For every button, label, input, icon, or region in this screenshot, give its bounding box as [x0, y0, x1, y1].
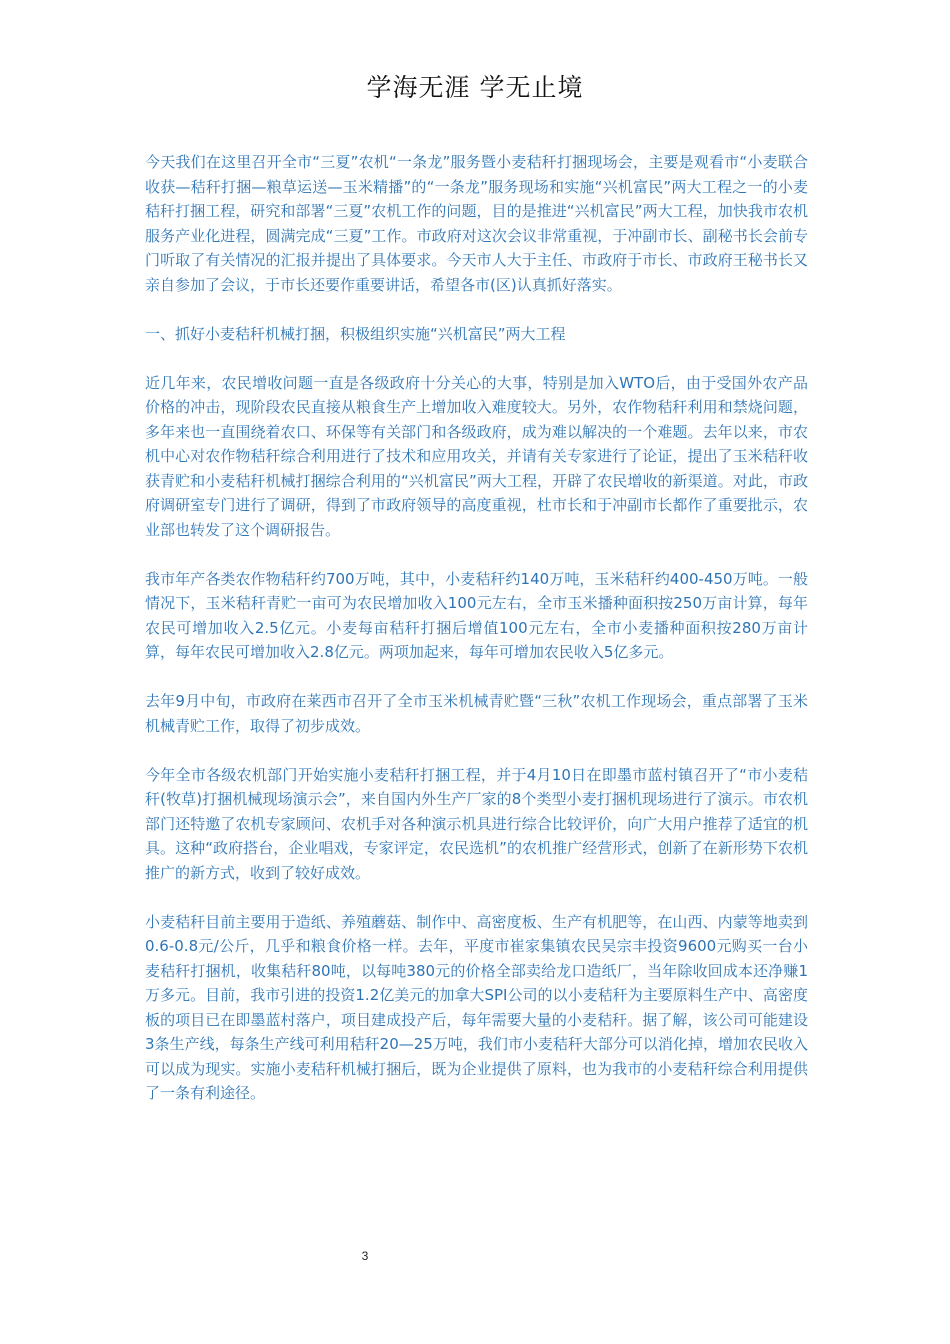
paragraph: 我市年产各类农作物秸秆约700万吨，其中，小麦秸秆约140万吨，玉米秸秆约400-450万吨。一般情况下，玉米秸秆青贮一亩可为农民增加收入100元左右，全市玉米播种面积按250万亩计算，每年农民可增加收入2.5亿元。小麦每亩秸秆打捆后增值100元左右，全市小麦播种面积按280万亩计算，每年农民可增加收入2.8亿元。两项加起来，每年可增加农民收入5亿多元。	[145, 569, 808, 661]
document-body	[145, 150, 808, 1130]
paragraph: 去年9月中旬，市政府在莱西市召开了全市玉米机械青贮暨“三秋”农机工作现场会，重点部署了玉米机械青贮工作，取得了初步成效。	[145, 692, 808, 735]
page-header-title: 学海无涯 学无止境	[366, 73, 584, 102]
paragraph-intro: 今天我们在这里召开全市“三夏”农机“一条龙”服务暨小麦秸秆打捆现场会，主要是观看市“小麦联合收获—秸秆打捆—粮草运送—玉米精播”的“一条龙”服务现场和实施“兴机富民”两大工程之一的小麦秸秆打捆工程，研究和部署“三夏”农机工作的问题，目的是推进“兴机富民”两大工程，加快我市农机服务产业化进程，圆满完成“三夏”工作。市政府对这次会议非常重视，于冲副市长、副秘书长会前专门听取了有关情况的汇报并提出了具体要求。今天市人大于主任、市政府于市长、市政府王秘书长又亲自参加了会议，于市长还要作重要讲话，希望各市(区)认真抓好落实。	[145, 153, 808, 294]
paragraph: 小麦秸秆目前主要用于造纸、养殖蘑菇、制作中、高密度板、生产有机肥等，在山西、内蒙等地卖到0.6-0.8元/公斤，几乎和粮食价格一样。去年，平度市崔家集镇农民吴宗丰投资9600元购买一台小麦秸秆打捆机，收集秸秆80吨，以每吨380元的价格全部卖给龙口造纸厂，当年除收回成本还净赚1万多元。目前，我市引进的投资1.2亿美元的加拿大SPI公司的以小麦秸秆为主要原料生产中、高密度板的项目已在即墨蓝村落户，项目建成投产后，每年需要大量的小麦秸秆。据了解，该公司可能建设3条生产线，每条生产线可利用秸秆20—25万吨，我们市小麦秸秆大部分可以消化掉，增加农民收入可以成为现实。实施小麦秸秆机械打捆后，既为企业提供了原料，也为我市的小麦秸秆综合利用提供了一条有利途径。	[145, 912, 808, 1102]
section-heading: 一、抓好小麦秸秆机械打捆，积极组织实施“兴机富民”两大工程	[145, 324, 566, 343]
paragraph: 近几年来，农民增收问题一直是各级政府十分关心的大事，特别是加入WTO后，由于受国外农产品价格的冲击，现阶段农民直接从粮食生产上增加收入难度较大。另外，农作物秸秆利用和禁烧问题，多年来也一直围绕着农口、环保等有关部门和各级政府，成为难以解决的一个难题。去年以来，市农机中心对农作物秸秆综合利用进行了技术和应用攻关，并请有关专家进行了论证，提出了玉米秸秆收获青贮和小麦秸秆机械打捆综合利用的“兴机富民”两大工程，开辟了农民增收的新渠道。对此，市政府调研室专门进行了调研，得到了市政府领导的高度重视，杜市长和于冲副市长都作了重要批示，农业部也转发了这个调研报告。	[145, 373, 808, 539]
paragraph: 今年全市各级农机部门开始实施小麦秸秆打捆工程，并于4月10日在即墨市蓝村镇召开了“市小麦秸秆(牧草)打捆机械现场演示会”，来自国内外生产厂家的8个类型小麦打捆机现场进行了演示。市农机部门还特邀了农机专家顾问、农机手对各种演示机具进行综合比较评价，向广大用户推荐了适宜的机具。这种“政府搭台，企业唱戏，专家评定，农民选机”的农机推广经营形式，创新了在新形势下农机推广的新方式，收到了较好成效。	[145, 765, 808, 882]
page-number: 3	[361, 1249, 369, 1263]
